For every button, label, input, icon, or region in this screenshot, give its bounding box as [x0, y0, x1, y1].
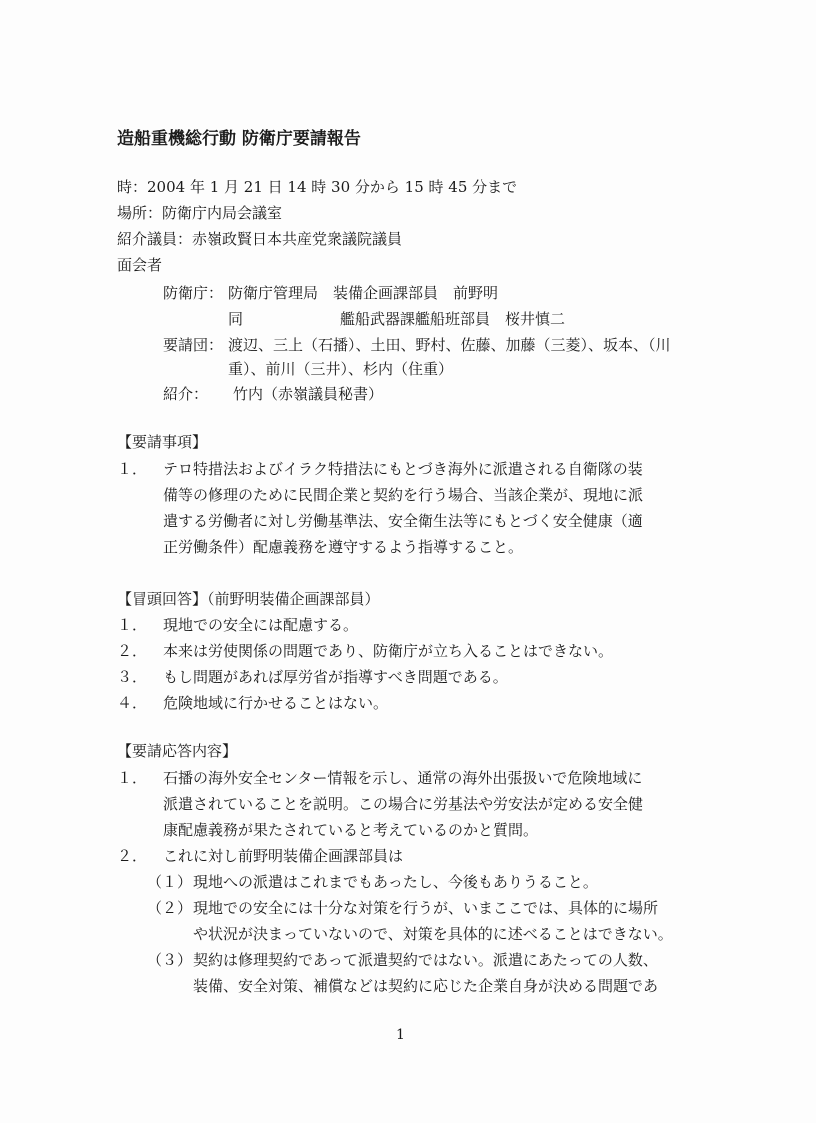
- sub-item-line: 現地での安全には十分な対策を行うが、いまここでは、具体的に場所: [193, 899, 659, 917]
- sub-item-number: （１）: [147, 873, 193, 891]
- initial-answer-heading: 【冒頭回答】（前野明装備企画課部員）: [117, 590, 380, 608]
- qa-item-number: ２．: [117, 847, 148, 865]
- qa-line: 派遣されていることを説明。この場合に労基法や労安法が定める安全健: [163, 795, 644, 813]
- answer-item-number: １．: [117, 616, 148, 634]
- request-line: 備等の修理のために民間企業と契約を行う場合、当該企業が、現地に派: [163, 486, 644, 504]
- delegation-line-2: 重）、前川（三井）、杉内（住重）: [228, 360, 454, 378]
- answer-item-text: 現地での安全には配慮する。: [163, 616, 359, 634]
- answer-item-number: ４．: [117, 694, 148, 712]
- answer-item-number: ２．: [117, 642, 148, 660]
- answer-item-number: ３．: [117, 668, 148, 686]
- page-title: 造船重機総行動 防衛庁要請報告: [117, 129, 361, 149]
- sub-item-number: （２）: [147, 899, 193, 917]
- defense-same-mark: 同: [228, 310, 244, 328]
- defense-attendee-1: 防衛庁管理局 装備企画課部員 前野明: [228, 284, 499, 302]
- sub-item-line: 現地への派遣はこれまでもあったし、今後もありうること。: [193, 873, 598, 891]
- request-line: 遣する労働者に対し労働基準法、安全衛生法等にもとづく安全健康（適: [163, 512, 643, 530]
- answer-item-text: もし問題があれば厚労省が指導すべき問題である。: [163, 668, 508, 686]
- page-number: 1: [396, 1027, 405, 1043]
- qa-item-number: １．: [117, 769, 148, 787]
- sub-item-line: 装備、安全対策、補償などは契約に応じた企業自身が決める問題であ: [193, 977, 659, 995]
- answer-item-text: 本来は労使関係の問題であり、防衛庁が立ち入ることはできない。: [163, 642, 614, 660]
- meeting-time: 時：2004 年 1 月 21 日 14 時 30 分から 15 時 45 分まで: [117, 178, 518, 196]
- qa-line: これに対し前野明装備企画課部員は: [163, 847, 404, 865]
- attendees-heading: 面会者: [117, 256, 163, 274]
- qa-heading: 【要請応答内容】: [117, 742, 238, 760]
- delegation-label: 要請団：: [163, 336, 224, 354]
- request-line: テロ特措法およびイラク特措法にもとづき海外に派遣される自衛隊の装: [163, 460, 643, 478]
- sub-item-line: や状況が決まっていないので、対策を具体的に述べることはできない。: [193, 925, 673, 943]
- answer-item-text: 危険地域に行かせることはない。: [163, 694, 389, 712]
- delegation-line-1: 渡辺、三上（石播）、土田、野村、佐藤、加藤（三菱）、坂本、（川: [228, 336, 671, 354]
- intro-value: 竹内（赤嶺議員秘書）: [233, 385, 384, 403]
- sub-item-number: （３）: [147, 951, 193, 969]
- qa-line: 康配慮義務が果たされていると考えているのかと質問。: [163, 821, 539, 839]
- defense-attendee-2: 艦船武器課艦船班部員 桜井慎二: [340, 310, 566, 328]
- introducing-member: 紹介議員：赤嶺政賢日本共産党衆議院議員: [117, 230, 403, 248]
- requests-heading: 【要請事項】: [117, 433, 208, 451]
- meeting-place: 場所：防衛庁内局会議室: [117, 204, 283, 222]
- request-line: 正労働条件）配慮義務を遵守するよう指導すること。: [163, 538, 524, 556]
- defense-label: 防衛庁：: [163, 284, 224, 302]
- qa-line: 石播の海外安全センター情報を示し、通常の海外出張扱いで危険地域に: [163, 769, 643, 787]
- sub-item-line: 契約は修理契約であって派遣契約ではない。派遣にあたっての人数、: [193, 951, 658, 969]
- request-item-number: １．: [117, 460, 148, 478]
- intro-label: 紹介：: [163, 385, 209, 403]
